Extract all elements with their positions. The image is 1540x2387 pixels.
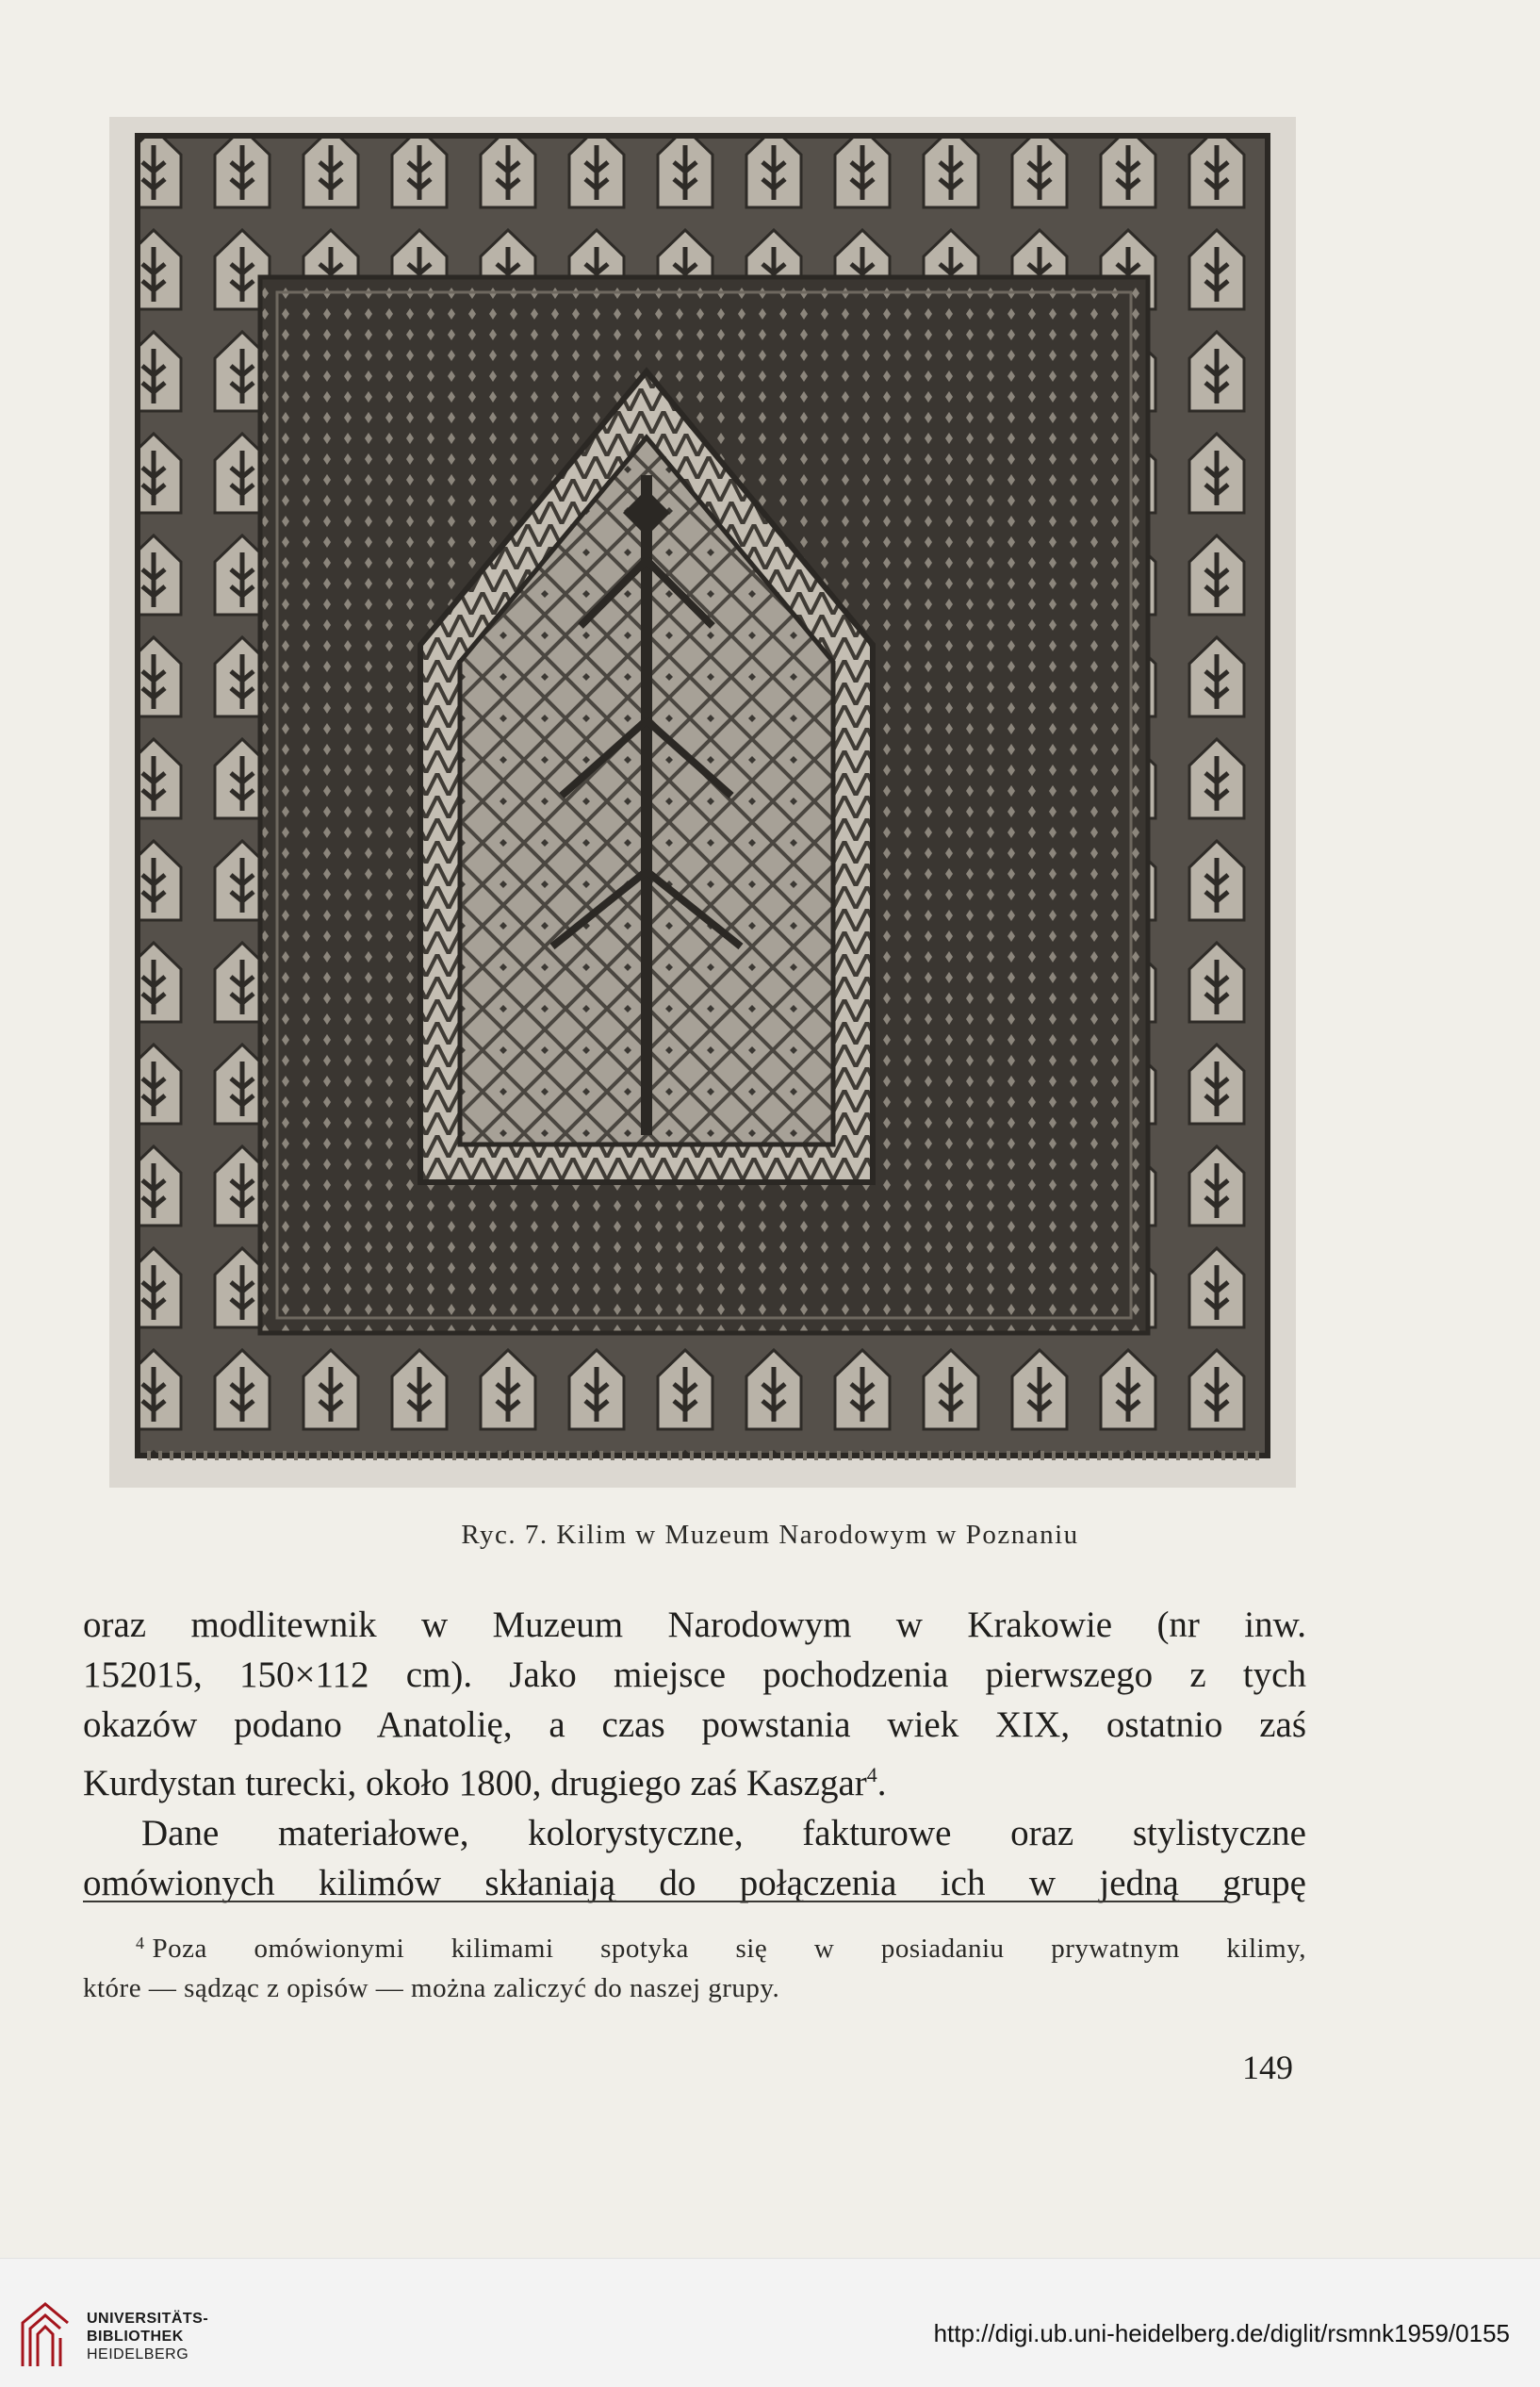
library-name-line: BIBLIOTHEK	[87, 2329, 184, 2345]
body-paragraph	[83, 1600, 1306, 1908]
body-line: 152015, 150×112 cm). Jako miejsce pochodzenia pierwszego z tych	[83, 1654, 1306, 1695]
footnote-line: które — sądząc z opisów — można zaliczyć do naszej grupy.	[83, 1973, 780, 2003]
footnote-text: Poza omówionymi kilimami spotyka się w posiadaniu prywatnym kilimy,	[152, 1934, 1306, 1964]
footnote-line	[83, 1923, 1306, 1968]
library-name-line: UNIVERSITÄTS-	[87, 2311, 209, 2327]
body-line: omówionych kilimów skłaniają do połączenia ich w jedną grupę	[83, 1863, 1306, 1903]
page-number: 149	[1242, 2049, 1293, 2086]
body-line-with-ref	[83, 1750, 1306, 1808]
footnote-reference[interactable]: 4	[866, 1763, 877, 1786]
body-line: okazów podano Anatolię, a czas powstania wiek XIX, ostatnio zaś	[83, 1704, 1306, 1745]
kilim-photograph	[109, 117, 1296, 1488]
university-library-logo-icon[interactable]	[17, 2300, 74, 2372]
footnote-divider	[83, 1901, 1226, 1902]
footnote-marker: 4	[136, 1934, 145, 1952]
permalink-url[interactable]: http://digi.ub.uni-heidelberg.de/diglit/rsmnk1959/0155	[933, 2319, 1510, 2347]
body-line: Dane materiałowe, kolorystyczne, fakturowe oraz stylistyczne	[141, 1813, 1306, 1853]
figure-caption: Ryc. 7. Kilim w Muzeum Narodowym w Poznaniu	[461, 1520, 1079, 1550]
library-name	[87, 2310, 208, 2363]
body-line: oraz modlitewnik w Muzeum Narodowym w Krakowie (nr inw.	[83, 1605, 1306, 1645]
library-name-line: HEIDELBERG	[87, 2346, 189, 2362]
footnote	[83, 1923, 1306, 2008]
body-line-text: Kurdystan turecki, około 1800, drugiego zaś Kaszgar	[83, 1763, 867, 1803]
footnote-ref-suffix: .	[876, 1763, 887, 1803]
kilim-image	[109, 117, 1296, 1488]
viewer-footer	[0, 2258, 1540, 2387]
